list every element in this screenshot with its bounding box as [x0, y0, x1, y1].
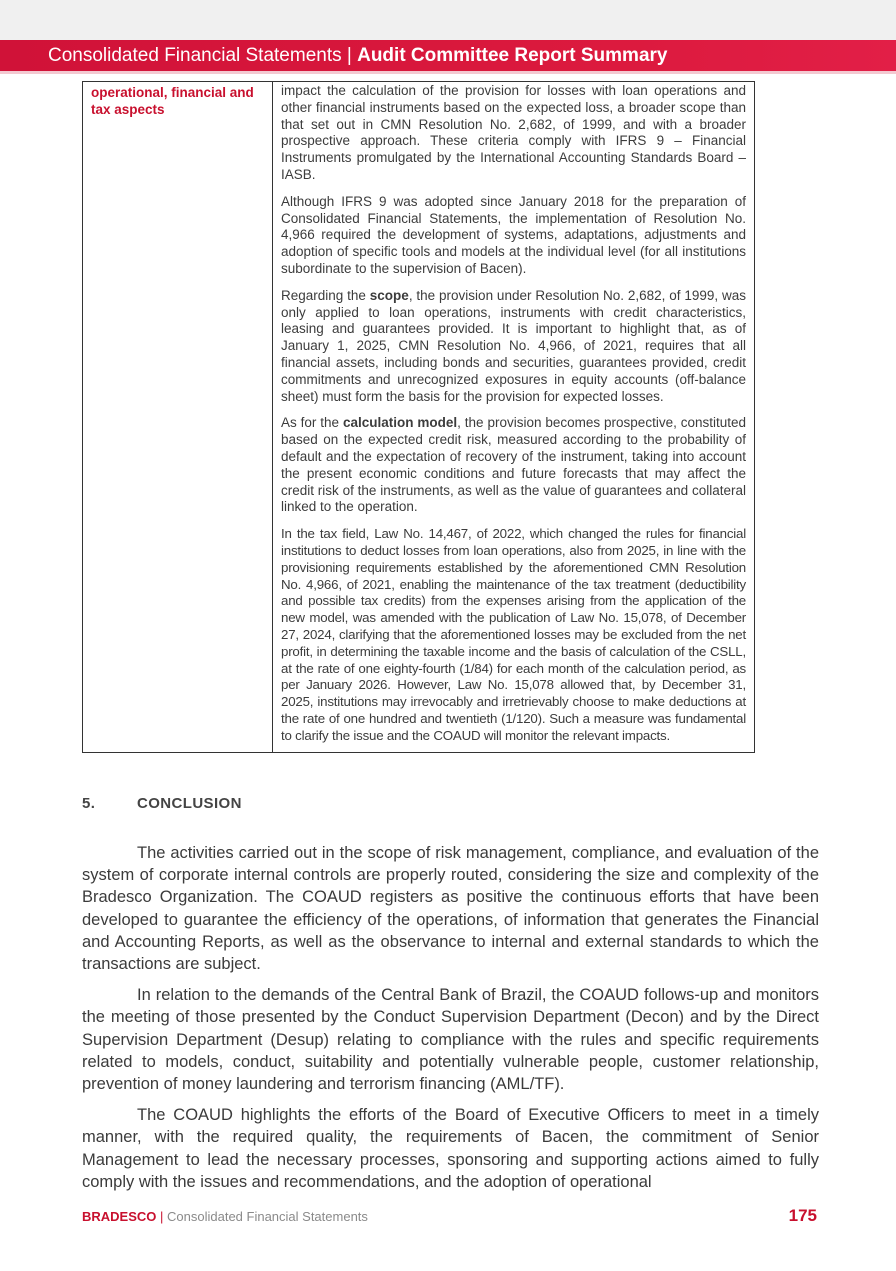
section-number: 5.: [82, 795, 96, 812]
body-paragraph-2: In relation to the demands of the Central Bank of Brazil, the COAUD follows-up and monitors the meeting of those presented by the Conduct Supervision Department (Decon) and by the Direct Supervision Department (Desup) relating to compliance with the rules and specific requirements related to models, conduct, suitability and potentially vulnerable people, customer relationship, prevention of money laundering and terrorism financing (AML/TF).: [82, 986, 819, 1094]
header-section-title: Audit Committee Report Summary: [357, 45, 668, 66]
page-header: [0, 40, 896, 71]
table-paragraph-4: As for the calculation model, the provision becomes prospective, constituted based on the expected credit risk, measured according to the probability of default and the expectation of recovery of the instrument, taking into account the present economic conditions and future forecasts that may affect the credit risk of the instruments, as well as the value of guarantees and collateral linked to the operation.: [281, 415, 747, 515]
table-paragraph-3: Regarding the scope, the provision under Resolution No. 2,682, of 1999, was only applied to loan operations, instruments with credit characteristics, leasing and guarantees provided. It is important to highlight that, as of January 1, 2025, CMN Resolution No. 4,966, of 2021, requires that all financial assets, including bonds and securities, guarantees provided, credit commitments and unrecognized exposures in equity accounts (off-balance sheet) must form the basis for the provision for expected losses.: [281, 287, 746, 404]
footer-subtitle: Consolidated Financial Statements: [167, 1209, 368, 1224]
scope-emphasis: scope: [369, 287, 409, 303]
section-title: CONCLUSION: [137, 795, 242, 812]
table-paragraph-5: In the tax field, Law No. 14,467, of 2022, which changed the rules for financial institutions to deduct losses from loan operations, also from 2025, in line with the provisioning requirements established by the aforementioned CMN Resolution No. 4,966, of 2021, enabling the maintenance of the tax treatment (deductibility and possible tax credits) from the expenses arising from the application of the new model, was amended with the publication of Law No. 15,078, of December 27, 2024, clarifying that the aforementioned losses may be excluded from the net profit, in determining the taxable income and the basis of calculation of the CSLL, at the rate of one eighty-fourth (1/84) for each month of the calculation period, as per January 2026. However, Law No. 15,078 allowed that, by December 31, 2025, institutions may irrevocably and irretrievably choose to make deductions at the rate of one hundred and twentieth (1/120). Such a measure was fundamental to clarify the issue and the COAUD will monitor the relevant impacts.: [281, 526, 746, 743]
page-footer: [82, 1206, 817, 1229]
table-paragraph-2: Although IFRS 9 was adopted since January 2018 for the preparation of Consolidated Financial Statements, the implementation of Resolution No. 4,966 required the development of systems, adaptations, adjustments and adoption of specific tools and models at the individual level (for all institutions subordinate to the supervision of Bacen).: [281, 193, 746, 276]
table-row: [83, 82, 755, 753]
calculation-model-emphasis: calculation model: [342, 415, 458, 431]
table-row-content: [273, 82, 755, 753]
footer-separator: |: [156, 1209, 168, 1224]
section-heading: [82, 795, 242, 812]
topics-table: [82, 81, 755, 753]
body-paragraph-3: The COAUD highlights the efforts of the Board of Executive Officers to meet in a timely manner, with the required quality, the requirements of Bacen, the commitment of Senior Management to lead the necessary processes, sponsoring and supporting actions aimed to fully comply with the issues and recommendations, and the adoption of operational: [82, 1106, 819, 1191]
header-divider: [0, 71, 896, 74]
conclusion-body: [82, 842, 819, 1202]
header-document-title: Consolidated Financial Statements |: [48, 45, 358, 66]
footer-brand: BRADESCO: [82, 1209, 157, 1224]
body-paragraph-1: The activities carried out in the scope of risk management, compliance, and evaluation of the system of corporate internal controls are properly routed, considering the size and complexity of the Bradesco Organization. The COAUD registers as positive the continuous efforts that have been developed to guarantee the efficiency of the operations, of information that generates the Financial and Accounting Reports, as well as the observance to internal and external standards to which the transactions are subject.: [82, 844, 819, 974]
table-row-label: operational, financial and tax aspects: [83, 82, 273, 753]
page-number: 175: [788, 1206, 817, 1225]
top-margin: [0, 0, 896, 40]
table-paragraph-1: impact the calculation of the provision for losses with loan operations and other financial instruments based on the expected loss, a broader scope than that set out in CMN Resolution No. 2,682, of 1999, and with a broader prospective approach. These criteria comply with IFRS 9 – Financial Instruments promulgated by the International Accounting Standards Board – IASB.: [281, 83, 746, 182]
